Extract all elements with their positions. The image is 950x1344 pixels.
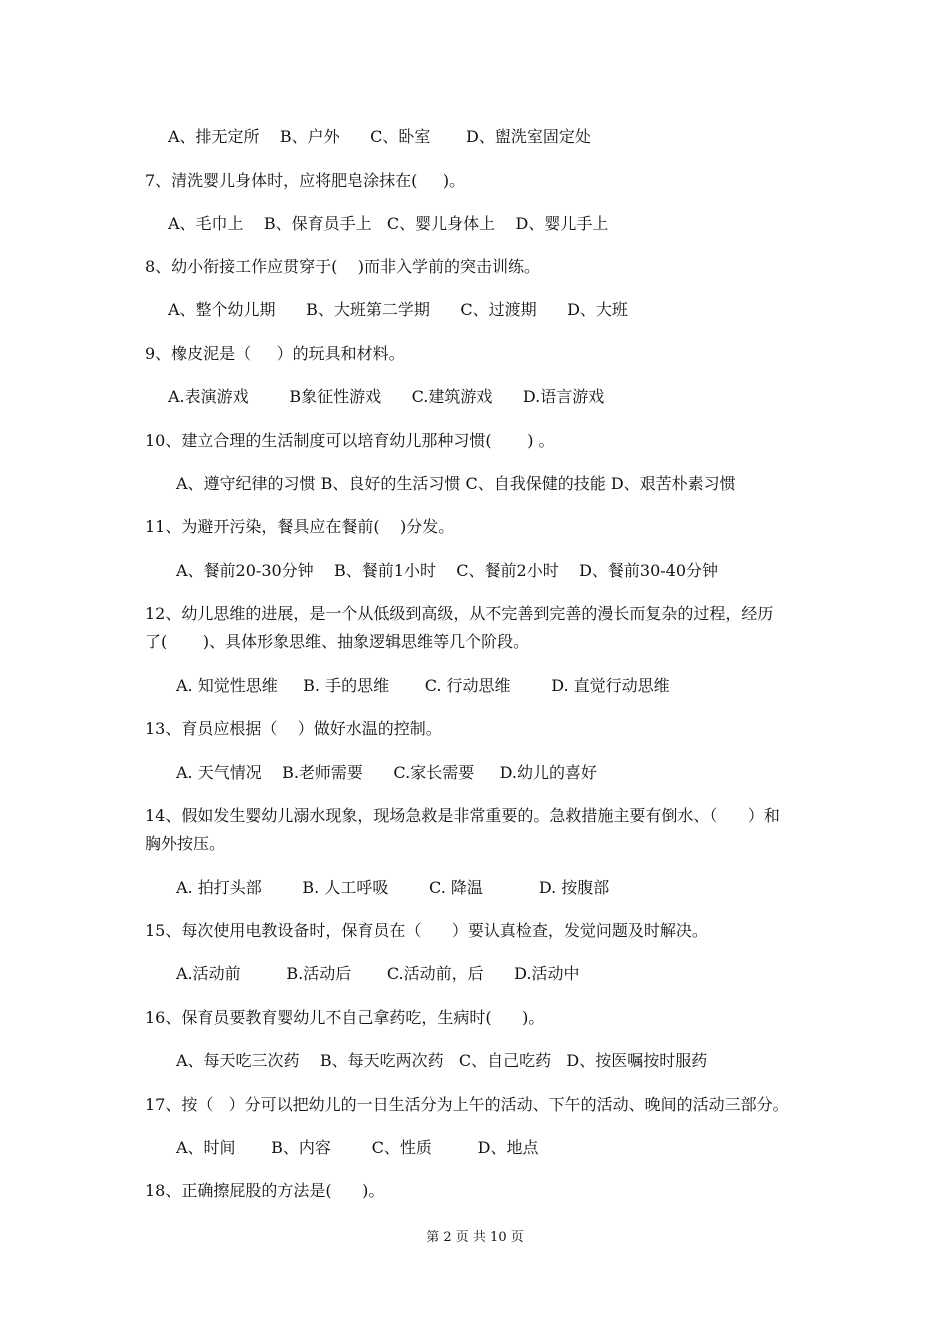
q9-options: A.表演游戏 B象征性游戏 C.建筑游戏 D.语言游戏 [168,387,605,406]
question-12-line-2: 了( )、具体形象思维、抽象逻辑思维等几个阶段。 [145,632,530,651]
question-16: 16、保育员要教育婴幼儿不自己拿药吃，生病时( )。 [145,1008,545,1027]
question-18: 18、正确擦屁股的方法是( )。 [145,1181,385,1200]
q8-options: A、整个幼儿期 B、大班第二学期 C、过渡期 D、大班 [168,300,628,319]
q11-options: A、餐前20-30分钟 B、餐前1小时 C、餐前2小时 D、餐前30-40分钟 [176,561,719,580]
q15-options: A.活动前 B.活动后 C.活动前，后 D.活动中 [176,964,580,983]
question-12-line-1: 12、幼儿思维的进展，是一个从低级到高级，从不完善到完善的漫长而复杂的过程，经历 [145,604,774,623]
question-14-line-2: 胸外按压。 [145,834,226,853]
question-11: 11、为避开污染，餐具应在餐前( )分发。 [145,517,455,536]
question-8: 8、幼小衔接工作应贯穿于( )而非入学前的突击训练。 [145,257,541,276]
question-14-line-1: 14、假如发生婴幼儿溺水现象，现场急救是非常重要的。急救措施主要有倒水、（ ）和 [145,806,780,825]
q6-options: A、排无定所 B、户外 C、卧室 D、盥洗室固定处 [168,127,591,146]
q17-options: A、时间 B、内容 C、性质 D、地点 [176,1138,539,1157]
question-17: 17、按（ ）分可以把幼儿的一日生活分为上午的活动、下午的活动、晚间的活动三部分。 [145,1095,789,1114]
q16-options: A、每天吃三次药 B、每天吃两次药 C、自己吃药 D、按医嘱按时服药 [176,1051,708,1070]
q7-options: A、毛巾上 B、保育员手上 C、婴儿身体上 D、婴儿手上 [168,214,609,233]
question-15: 15、每次使用电教设备时，保育员在（ ）要认真检查，发觉问题及时解决。 [145,921,708,940]
question-9: 9、橡皮泥是（ ）的玩具和材料。 [145,344,405,363]
q14-options: A. 拍打头部 B. 人工呼吸 C. 降温 D. 按腹部 [176,878,610,897]
q12-options: A. 知觉性思维 B. 手的思维 C. 行动思维 D. 直觉行动思维 [176,676,670,695]
page-footer: 第 2 页 共 10 页 [426,1230,524,1245]
question-13: 13、育员应根据（ ）做好水温的控制。 [145,719,442,738]
q13-options: A. 天气情况 B.老师需要 C.家长需要 D.幼儿的喜好 [176,763,597,782]
question-7: 7、清洗婴儿身体时，应将肥皂涂抹在( )。 [145,171,466,190]
q10-options: A、遵守纪律的习惯 B、良好的生活习惯 C、自我保健的技能 D、艰苦朴素习惯 [176,474,736,493]
question-10: 10、建立合理的生活制度可以培育幼儿那种习惯( ) 。 [145,431,555,450]
